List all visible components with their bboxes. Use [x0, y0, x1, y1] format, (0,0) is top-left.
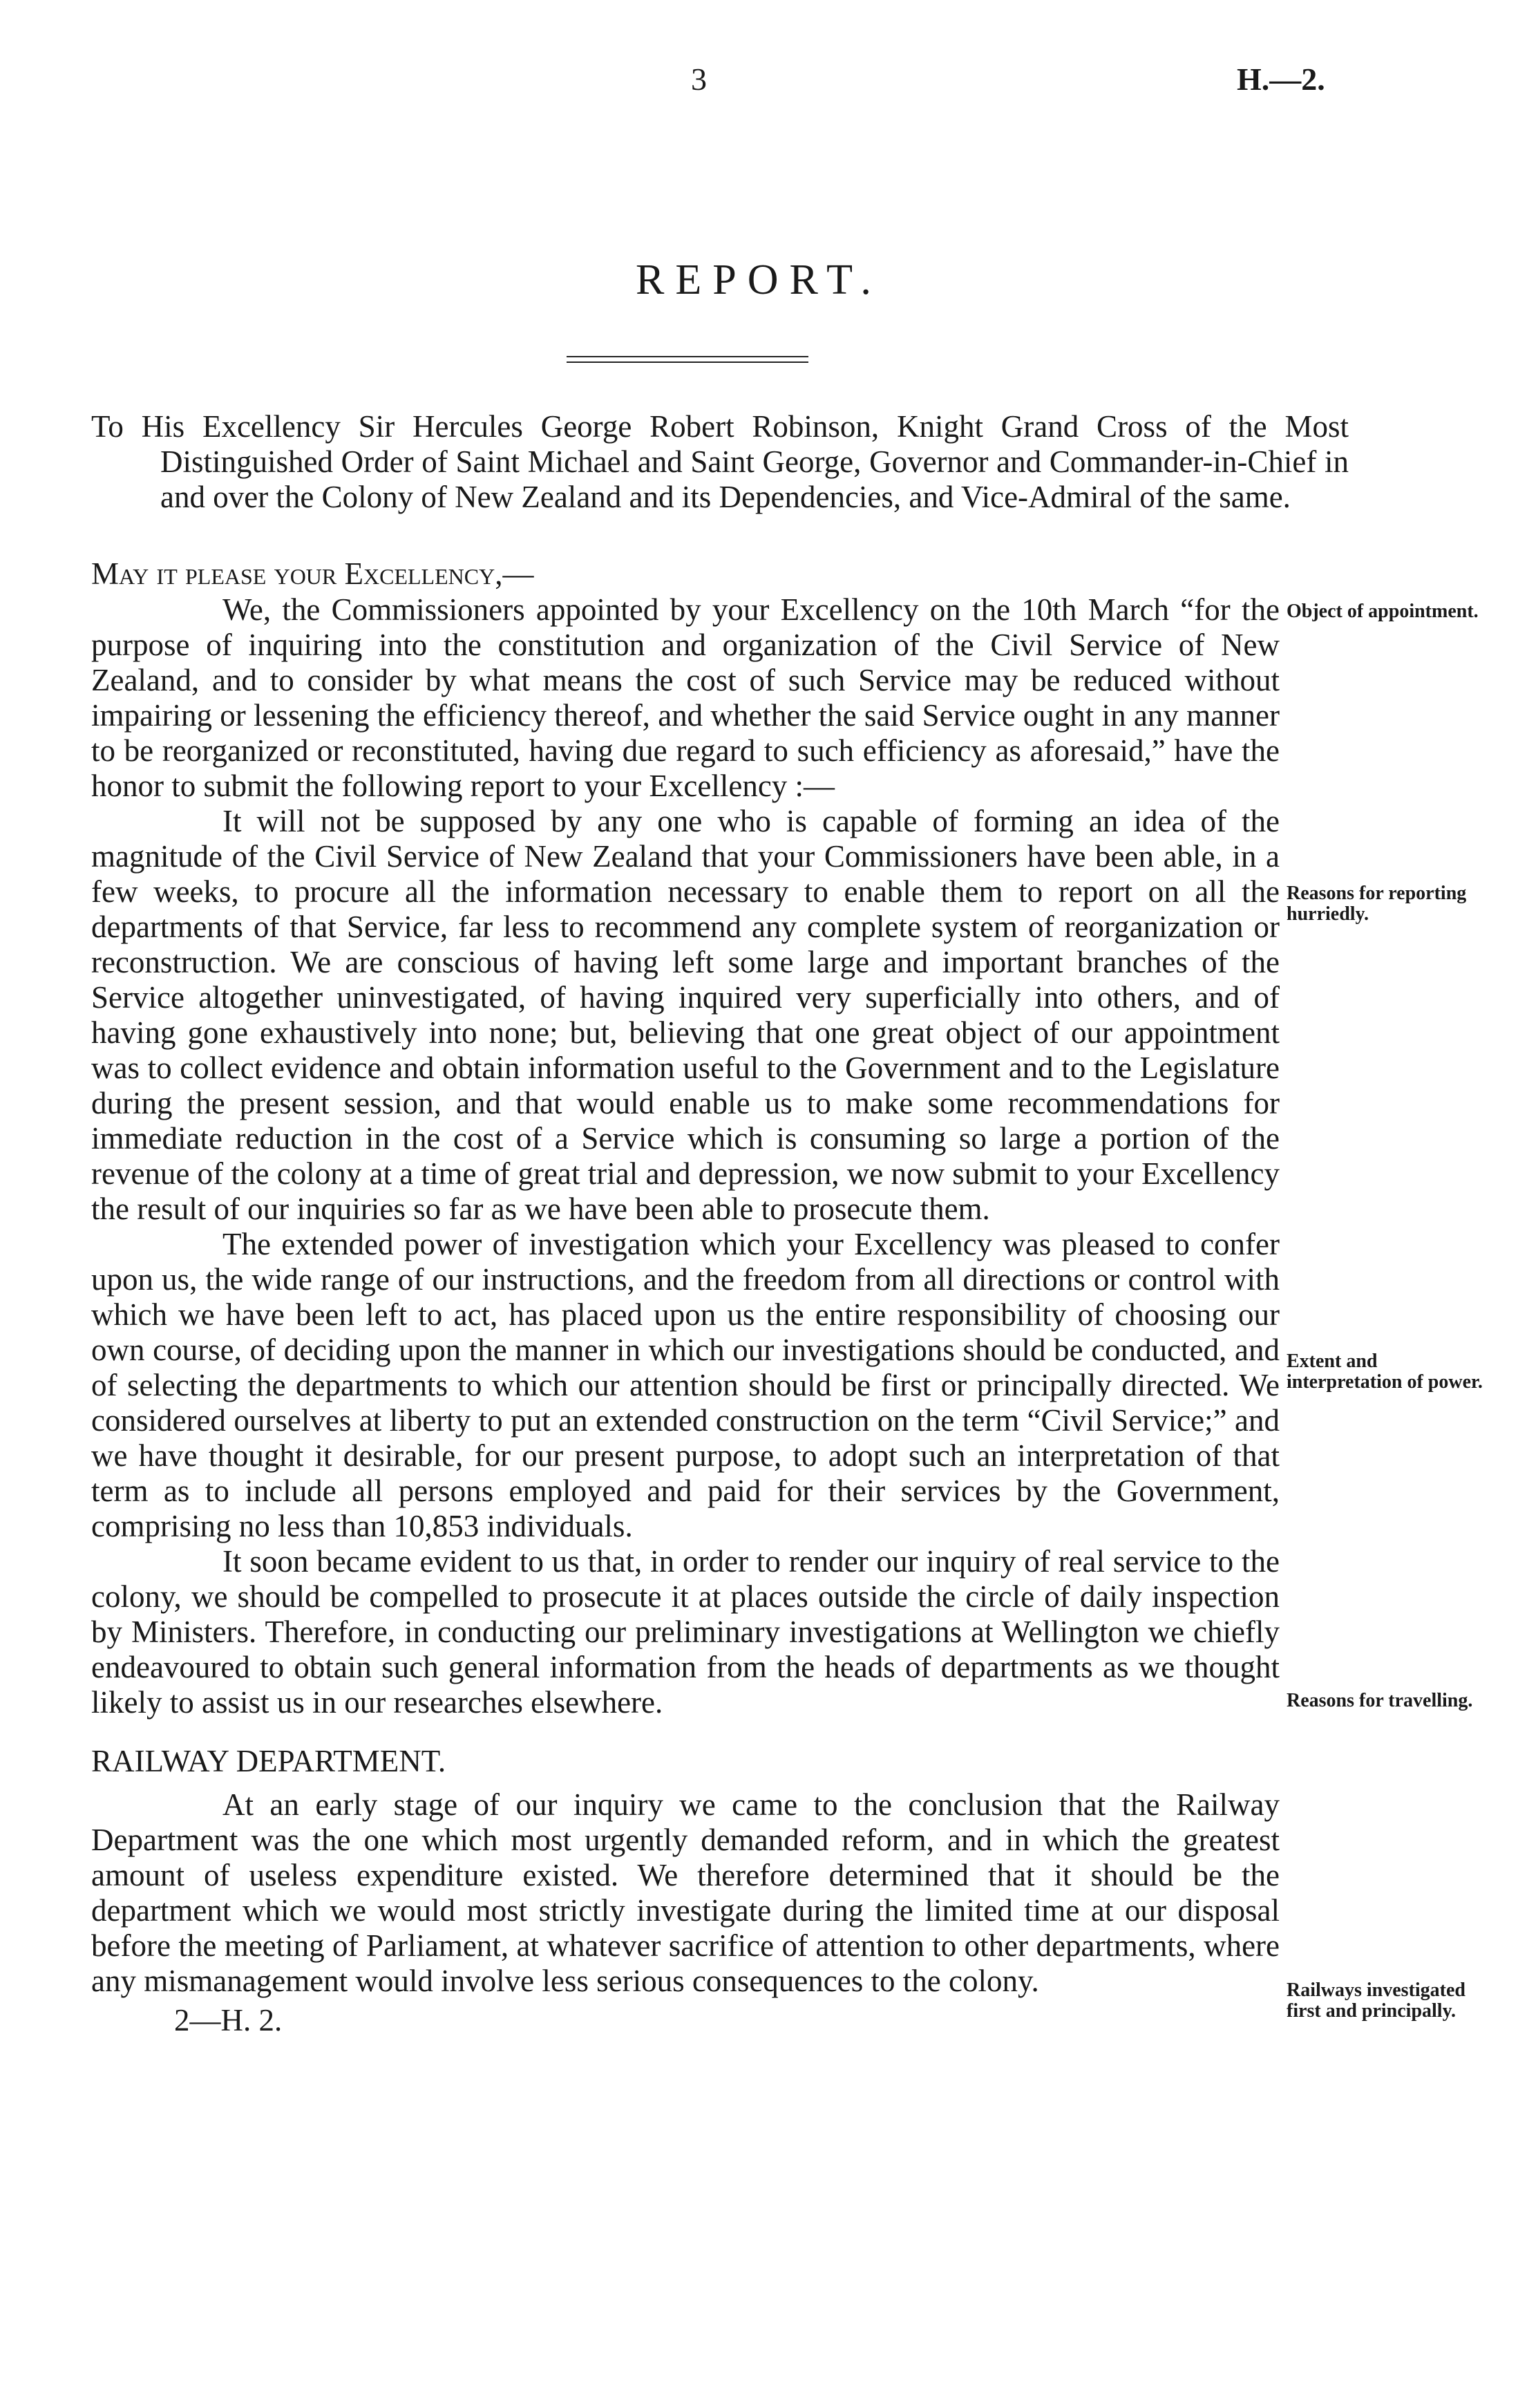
paragraph-railway-department: At an early stage of our inquiry we came to the conclusion that the Railway Department was the one which most urgently demanded reform, and in which the greatest amount of useless expenditure existed. We therefore determined that it should be the department which we would most strictly investigate during the limited time at our disposal before the meeting of Parliament, at whatever sacrifice of attention to other departments, where any mismanagement would involve less serious consequences to the colony.	[91, 1787, 1280, 1998]
margin-note-extent-power: Extent and interpretation of power.	[1287, 1351, 1483, 1393]
margin-note-reasons-travelling: Reasons for travelling.	[1287, 1690, 1473, 1711]
margin-note-railways: Railways investigated first and principally.	[1287, 1979, 1465, 2022]
paragraph-reasons-for-reporting: It will not be supposed by any one who is capable of forming an idea of the magnitude of the Civil Service of New Zealand that your Commissioners have been able, in a few weeks, to procure all the information necessary to enable them to report on all the departments of that Service, far less to recommend any complete system of reorganization or reconstruction. We are conscious of having left some large and important branches of the Service altogether uninvestigated, of having inquired very superficially into others, and of having gone exhaustively into none; but, believing that one great object of our appointment was to collect evidence and obtain information useful to the Government and to the Legislature during the present session, and that would enable us to make some recommendations for immediate reduction in the cost of a Service which is consuming so large a portion of the revenue of the colony at a time of great trial and depression, we now submit to your Excellency the result of our inquiries so far as we have been able to prosecute them.	[91, 804, 1280, 1226]
paragraph-reasons-for-travelling: It soon became evident to us that, in order to render our inquiry of real service to the colony, we should be compelled to prosecute it at places outside the circle of daily inspection by Ministers. Therefore, in conducting our preliminary investigations at Wellington we chiefly endeavoured to obtain such general information from the heads of departments as we thought likely to assist us in our researches elsewhere.	[91, 1544, 1280, 1720]
address-block: To His Excellency Sir Hercules George Robert Robinson, Knight Grand Cross of the Most Distinguished Order of Saint Michael and Saint George, Governor and Commander-in-Chief in and over the Colony of New Zealand and its Dependencies, and Vice-Admiral of the same.	[91, 409, 1349, 514]
report-title: REPORT.	[636, 256, 882, 303]
margin-note-reasons-reporting: Reasons for reporting hurriedly.	[1287, 883, 1467, 925]
report-body	[91, 592, 1280, 2038]
page-number: 3	[691, 62, 707, 97]
document-reference: H.—2.	[1237, 62, 1325, 97]
footer-signature: 2—H. 2.	[174, 2003, 283, 2038]
salutation: May it please your Excellency,—	[91, 556, 534, 591]
margin-note-object: Object of appointment.	[1287, 601, 1479, 622]
title-rule	[567, 356, 808, 363]
paragraph-object-of-appointment: We, the Commissioners appointed by your Excellency on the 10th March “for the purpose of inquiring into the constitution and organization of the Civil Service of New Zealand, and to consider by what means the cost of such Service may be reduced without impairing or lessening the efficiency thereof, and whether the said Service ought in any manner to be reorganized or reconstituted, having due regard to such efficiency as aforesaid,” have the honor to submit the following report to your Excellency :—	[91, 592, 1280, 803]
section-heading-railway: RAILWAY DEPARTMENT.	[91, 1744, 446, 1778]
paragraph-extent-of-power: The extended power of investigation which your Excellency was pleased to confer upon us, the wide range of our instructions, and the freedom from all directions or control with which we have been left to act, has placed upon us the entire responsibility of choosing our own course, of deciding upon the manner in which our investigations should be conducted, and of selecting the departments to which our attention should be first or principally directed. We considered ourselves at liberty to put an extended construction on the term “Civil Service;” and we have thought it desirable, for our present purpose, to adopt such an interpretation of that term as to include all persons employed and paid for their services by the Government, comprising no less than 10,853 individuals.	[91, 1227, 1280, 1543]
